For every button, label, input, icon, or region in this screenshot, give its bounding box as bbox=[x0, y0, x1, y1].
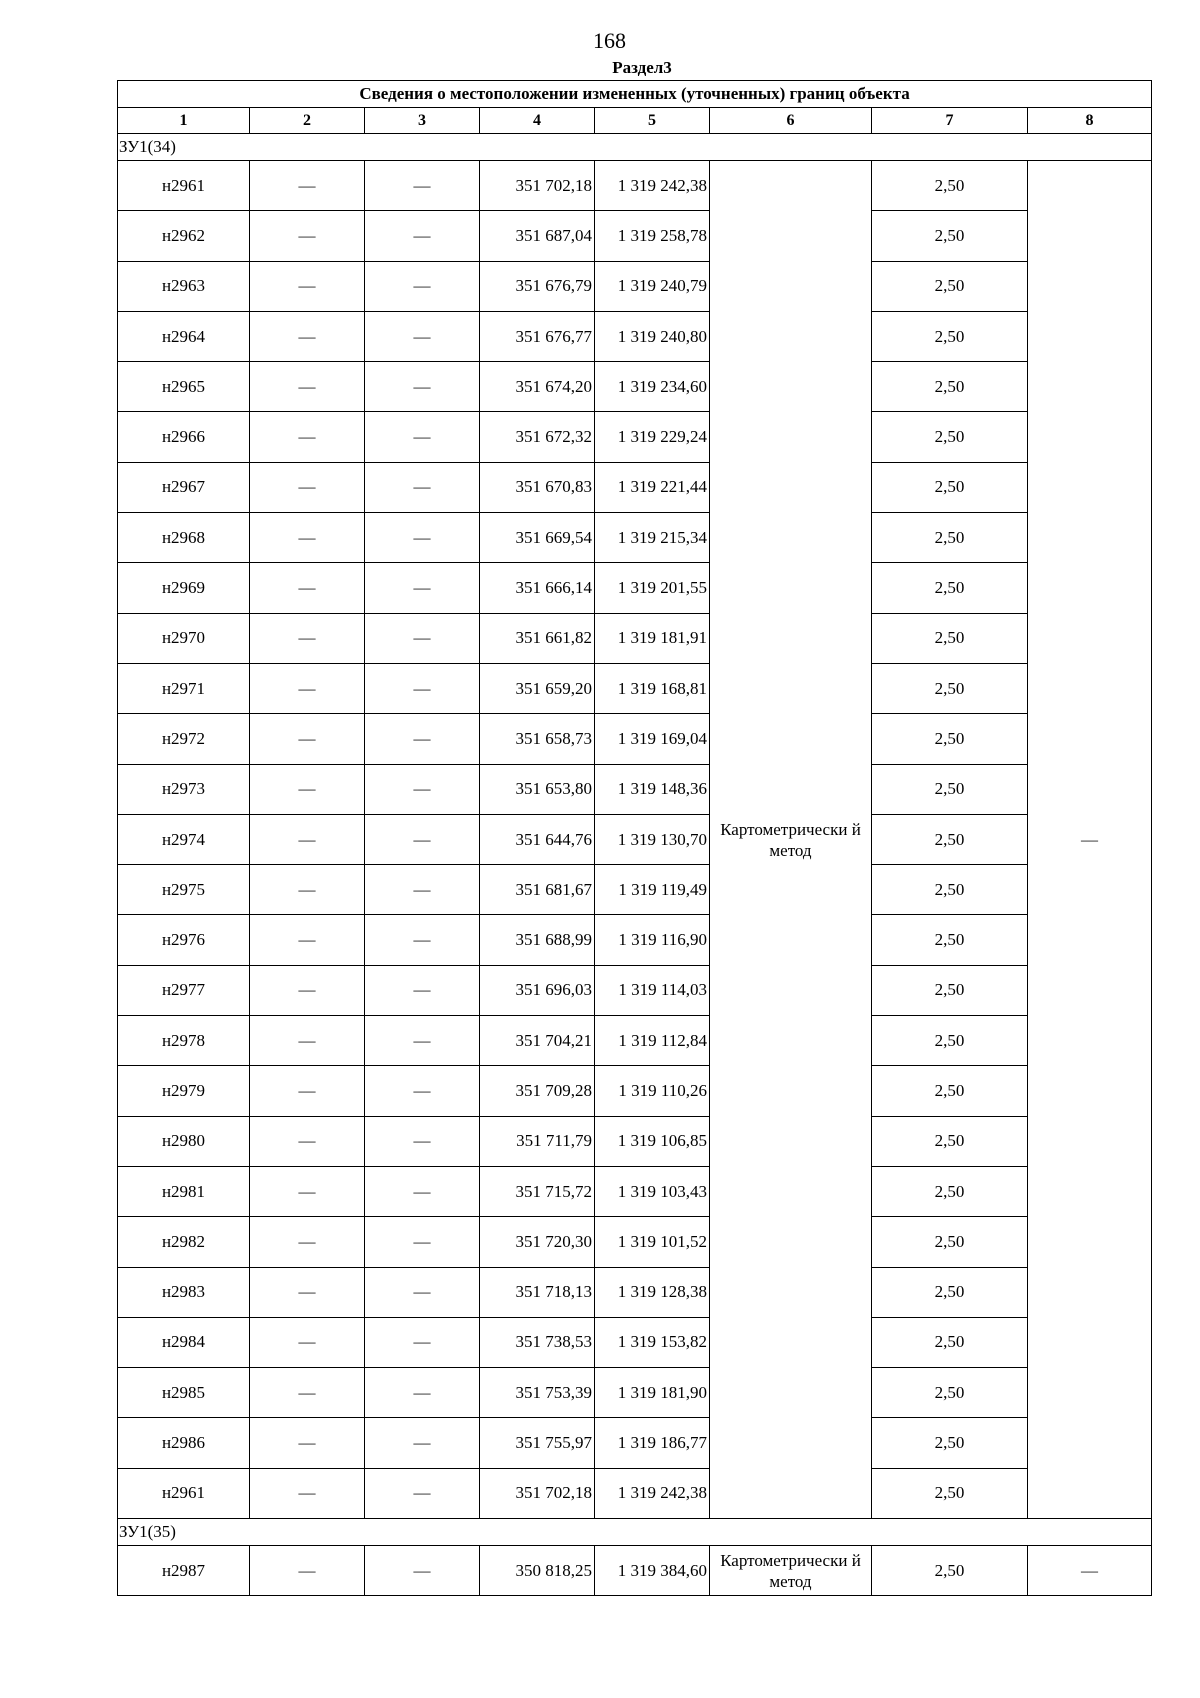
column-header: 2 bbox=[250, 108, 365, 134]
x-coordinate-cell: 351 688,99 bbox=[480, 915, 595, 965]
column-header: 4 bbox=[480, 108, 595, 134]
group-label: ЗУ1(34) bbox=[118, 134, 1152, 161]
point-name-cell: н2969 bbox=[118, 563, 250, 613]
precision-cell: 2,50 bbox=[872, 865, 1028, 915]
group-row bbox=[118, 1519, 1152, 1546]
x-coordinate-cell: 351 676,77 bbox=[480, 311, 595, 361]
column-3-cell: — bbox=[365, 865, 480, 915]
column-3-cell: — bbox=[365, 161, 480, 211]
point-name-cell: н2982 bbox=[118, 1217, 250, 1267]
point-name-cell: н2976 bbox=[118, 915, 250, 965]
y-coordinate-cell: 1 319 240,80 bbox=[595, 311, 710, 361]
column-3-cell: — bbox=[365, 1468, 480, 1518]
point-name-cell: н2974 bbox=[118, 814, 250, 864]
table-row bbox=[118, 1016, 1152, 1066]
y-coordinate-cell: 1 319 116,90 bbox=[595, 915, 710, 965]
x-coordinate-cell: 351 661,82 bbox=[480, 613, 595, 663]
point-name-cell: н2983 bbox=[118, 1267, 250, 1317]
precision-cell: 2,50 bbox=[872, 915, 1028, 965]
point-name-cell: н2970 bbox=[118, 613, 250, 663]
table-row bbox=[118, 311, 1152, 361]
point-name-cell: н2981 bbox=[118, 1166, 250, 1216]
table-row bbox=[118, 362, 1152, 412]
column-2-cell: — bbox=[250, 1317, 365, 1367]
column-3-cell: — bbox=[365, 613, 480, 663]
column-2-cell: — bbox=[250, 261, 365, 311]
x-coordinate-cell: 351 676,79 bbox=[480, 261, 595, 311]
column-3-cell: — bbox=[365, 1368, 480, 1418]
column-3-cell: — bbox=[365, 211, 480, 261]
point-name-cell: н2973 bbox=[118, 764, 250, 814]
precision-cell: 2,50 bbox=[872, 1368, 1028, 1418]
point-name-cell: н2964 bbox=[118, 311, 250, 361]
precision-cell: 2,50 bbox=[872, 1317, 1028, 1367]
column-3-cell: — bbox=[365, 814, 480, 864]
precision-cell: 2,50 bbox=[872, 311, 1028, 361]
table-row bbox=[118, 563, 1152, 613]
point-name-cell: н2980 bbox=[118, 1116, 250, 1166]
x-coordinate-cell: 351 696,03 bbox=[480, 965, 595, 1015]
table-row bbox=[118, 764, 1152, 814]
precision-cell: 2,50 bbox=[872, 613, 1028, 663]
table-title-row bbox=[118, 81, 1152, 108]
table-row bbox=[118, 814, 1152, 864]
point-name-cell: н2979 bbox=[118, 1066, 250, 1116]
column-2-cell: — bbox=[250, 1016, 365, 1066]
precision-cell: 2,50 bbox=[872, 412, 1028, 462]
column-2-cell: — bbox=[250, 865, 365, 915]
table-body bbox=[118, 81, 1152, 1596]
precision-cell: 2,50 bbox=[872, 1217, 1028, 1267]
point-name-cell: н2985 bbox=[118, 1368, 250, 1418]
column-3-cell: — bbox=[365, 1546, 480, 1596]
x-coordinate-cell: 351 702,18 bbox=[480, 1468, 595, 1518]
precision-cell: 2,50 bbox=[872, 1066, 1028, 1116]
column-2-cell: — bbox=[250, 1116, 365, 1166]
table-row bbox=[118, 1116, 1152, 1166]
precision-cell: 2,50 bbox=[872, 814, 1028, 864]
point-name-cell: н2987 bbox=[118, 1546, 250, 1596]
section-title: Раздел3 bbox=[612, 58, 672, 77]
column-2-cell: — bbox=[250, 915, 365, 965]
column-2-cell: — bbox=[250, 211, 365, 261]
column-2-cell: — bbox=[250, 1546, 365, 1596]
precision-cell: 2,50 bbox=[872, 513, 1028, 563]
x-coordinate-cell: 351 715,72 bbox=[480, 1166, 595, 1216]
table-row bbox=[118, 915, 1152, 965]
y-coordinate-cell: 1 319 103,43 bbox=[595, 1166, 710, 1216]
y-coordinate-cell: 1 319 153,82 bbox=[595, 1317, 710, 1367]
table-row bbox=[118, 1217, 1152, 1267]
x-coordinate-cell: 351 711,79 bbox=[480, 1116, 595, 1166]
point-name-cell: н2986 bbox=[118, 1418, 250, 1468]
x-coordinate-cell: 351 755,97 bbox=[480, 1418, 595, 1468]
page-number: 168 bbox=[593, 28, 626, 53]
column-2-cell: — bbox=[250, 613, 365, 663]
table-row bbox=[118, 161, 1152, 211]
precision-cell: 2,50 bbox=[872, 1267, 1028, 1317]
y-coordinate-cell: 1 319 242,38 bbox=[595, 161, 710, 211]
method-text: Картометрически й метод bbox=[720, 819, 861, 860]
point-name-cell: н2984 bbox=[118, 1317, 250, 1367]
y-coordinate-cell: 1 319 110,26 bbox=[595, 1066, 710, 1116]
column-3-cell: — bbox=[365, 965, 480, 1015]
precision-cell: 2,50 bbox=[872, 714, 1028, 764]
column-2-cell: — bbox=[250, 1468, 365, 1518]
column-3-cell: — bbox=[365, 462, 480, 512]
y-coordinate-cell: 1 319 101,52 bbox=[595, 1217, 710, 1267]
table-row bbox=[118, 1166, 1152, 1216]
column-header: 5 bbox=[595, 108, 710, 134]
point-name-cell: н2961 bbox=[118, 1468, 250, 1518]
table-row bbox=[118, 663, 1152, 713]
table-row bbox=[118, 1418, 1152, 1468]
table-row bbox=[118, 513, 1152, 563]
column-2-cell: — bbox=[250, 462, 365, 512]
column-2-cell: — bbox=[250, 362, 365, 412]
y-coordinate-cell: 1 319 106,85 bbox=[595, 1116, 710, 1166]
table-row bbox=[118, 965, 1152, 1015]
y-coordinate-cell: 1 319 201,55 bbox=[595, 563, 710, 613]
point-name-cell: н2975 bbox=[118, 865, 250, 915]
y-coordinate-cell: 1 319 112,84 bbox=[595, 1016, 710, 1066]
column-3-cell: — bbox=[365, 915, 480, 965]
y-coordinate-cell: 1 319 221,44 bbox=[595, 462, 710, 512]
point-name-cell: н2977 bbox=[118, 965, 250, 1015]
column-2-cell: — bbox=[250, 1418, 365, 1468]
point-name-cell: н2963 bbox=[118, 261, 250, 311]
column-3-cell: — bbox=[365, 412, 480, 462]
x-coordinate-cell: 351 720,30 bbox=[480, 1217, 595, 1267]
table-row bbox=[118, 1267, 1152, 1317]
precision-cell: 2,50 bbox=[872, 663, 1028, 713]
point-name-cell: н2967 bbox=[118, 462, 250, 512]
point-name-cell: н2966 bbox=[118, 412, 250, 462]
column-2-cell: — bbox=[250, 663, 365, 713]
y-coordinate-cell: 1 319 169,04 bbox=[595, 714, 710, 764]
column-3-cell: — bbox=[365, 1267, 480, 1317]
point-name-cell: н2971 bbox=[118, 663, 250, 713]
y-coordinate-cell: 1 319 181,91 bbox=[595, 613, 710, 663]
y-coordinate-cell: 1 319 229,24 bbox=[595, 412, 710, 462]
column-2-cell: — bbox=[250, 1166, 365, 1216]
column-3-cell: — bbox=[365, 1418, 480, 1468]
column-3-cell: — bbox=[365, 261, 480, 311]
column-header: 6 bbox=[710, 108, 872, 134]
table-row bbox=[118, 211, 1152, 261]
y-coordinate-cell: 1 319 114,03 bbox=[595, 965, 710, 1015]
precision-cell: 2,50 bbox=[872, 1016, 1028, 1066]
y-coordinate-cell: 1 319 186,77 bbox=[595, 1418, 710, 1468]
point-name-cell: н2961 bbox=[118, 161, 250, 211]
y-coordinate-cell: 1 319 240,79 bbox=[595, 261, 710, 311]
x-coordinate-cell: 351 672,32 bbox=[480, 412, 595, 462]
x-coordinate-cell: 351 669,54 bbox=[480, 513, 595, 563]
table-row bbox=[118, 462, 1152, 512]
x-coordinate-cell: 351 644,76 bbox=[480, 814, 595, 864]
x-coordinate-cell: 350 818,25 bbox=[480, 1546, 595, 1596]
y-coordinate-cell: 1 319 258,78 bbox=[595, 211, 710, 261]
column-3-cell: — bbox=[365, 1217, 480, 1267]
boundary-table bbox=[117, 80, 1152, 1596]
table-row bbox=[118, 865, 1152, 915]
x-coordinate-cell: 351 709,28 bbox=[480, 1066, 595, 1116]
column-header: 7 bbox=[872, 108, 1028, 134]
column-2-cell: — bbox=[250, 714, 365, 764]
column-3-cell: — bbox=[365, 311, 480, 361]
column-2-cell: — bbox=[250, 764, 365, 814]
y-coordinate-cell: 1 319 168,81 bbox=[595, 663, 710, 713]
column-8-cell: — bbox=[1028, 161, 1152, 1519]
y-coordinate-cell: 1 319 128,38 bbox=[595, 1267, 710, 1317]
column-3-cell: — bbox=[365, 1116, 480, 1166]
precision-cell: 2,50 bbox=[872, 211, 1028, 261]
column-3-cell: — bbox=[365, 663, 480, 713]
column-2-cell: — bbox=[250, 311, 365, 361]
table-row bbox=[118, 1468, 1152, 1518]
column-2-cell: — bbox=[250, 563, 365, 613]
table-row bbox=[118, 261, 1152, 311]
y-coordinate-cell: 1 319 181,90 bbox=[595, 1368, 710, 1418]
column-3-cell: — bbox=[365, 1166, 480, 1216]
method-cell bbox=[710, 161, 872, 1519]
column-2-cell: — bbox=[250, 1267, 365, 1317]
y-coordinate-cell: 1 319 119,49 bbox=[595, 865, 710, 915]
column-2-cell: — bbox=[250, 814, 365, 864]
column-2-cell: — bbox=[250, 412, 365, 462]
column-3-cell: — bbox=[365, 513, 480, 563]
precision-cell: 2,50 bbox=[872, 1546, 1028, 1596]
x-coordinate-cell: 351 702,18 bbox=[480, 161, 595, 211]
x-coordinate-cell: 351 666,14 bbox=[480, 563, 595, 613]
group-label: ЗУ1(35) bbox=[118, 1519, 1152, 1546]
table-row bbox=[118, 1317, 1152, 1367]
column-2-cell: — bbox=[250, 1368, 365, 1418]
point-name-cell: н2972 bbox=[118, 714, 250, 764]
column-header: 8 bbox=[1028, 108, 1152, 134]
x-coordinate-cell: 351 718,13 bbox=[480, 1267, 595, 1317]
x-coordinate-cell: 351 753,39 bbox=[480, 1368, 595, 1418]
x-coordinate-cell: 351 687,04 bbox=[480, 211, 595, 261]
column-2-cell: — bbox=[250, 161, 365, 211]
point-name-cell: н2962 bbox=[118, 211, 250, 261]
point-name-cell: н2965 bbox=[118, 362, 250, 412]
x-coordinate-cell: 351 658,73 bbox=[480, 714, 595, 764]
group-row bbox=[118, 134, 1152, 161]
point-name-cell: н2968 bbox=[118, 513, 250, 563]
y-coordinate-cell: 1 319 130,70 bbox=[595, 814, 710, 864]
precision-cell: 2,50 bbox=[872, 1166, 1028, 1216]
column-8-cell: — bbox=[1028, 1546, 1152, 1596]
column-header: 3 bbox=[365, 108, 480, 134]
y-coordinate-cell: 1 319 148,36 bbox=[595, 764, 710, 814]
column-2-cell: — bbox=[250, 965, 365, 1015]
table-row bbox=[118, 412, 1152, 462]
method-text: Картометрически й метод bbox=[720, 1550, 861, 1591]
table-row bbox=[118, 1066, 1152, 1116]
precision-cell: 2,50 bbox=[872, 965, 1028, 1015]
column-2-cell: — bbox=[250, 1217, 365, 1267]
table-row bbox=[118, 714, 1152, 764]
precision-cell: 2,50 bbox=[872, 1418, 1028, 1468]
column-3-cell: — bbox=[365, 1317, 480, 1367]
point-name-cell: н2978 bbox=[118, 1016, 250, 1066]
x-coordinate-cell: 351 704,21 bbox=[480, 1016, 595, 1066]
y-coordinate-cell: 1 319 384,60 bbox=[595, 1546, 710, 1596]
column-3-cell: — bbox=[365, 1016, 480, 1066]
x-coordinate-cell: 351 674,20 bbox=[480, 362, 595, 412]
x-coordinate-cell: 351 653,80 bbox=[480, 764, 595, 814]
table-row bbox=[118, 1546, 1152, 1596]
column-3-cell: — bbox=[365, 563, 480, 613]
y-coordinate-cell: 1 319 234,60 bbox=[595, 362, 710, 412]
table-title: Сведения о местоположении измененных (уточненных) границ объекта bbox=[118, 81, 1152, 108]
x-coordinate-cell: 351 738,53 bbox=[480, 1317, 595, 1367]
column-3-cell: — bbox=[365, 714, 480, 764]
column-3-cell: — bbox=[365, 362, 480, 412]
table-row bbox=[118, 1368, 1152, 1418]
precision-cell: 2,50 bbox=[872, 1116, 1028, 1166]
y-coordinate-cell: 1 319 215,34 bbox=[595, 513, 710, 563]
y-coordinate-cell: 1 319 242,38 bbox=[595, 1468, 710, 1518]
precision-cell: 2,50 bbox=[872, 462, 1028, 512]
column-2-cell: — bbox=[250, 513, 365, 563]
precision-cell: 2,50 bbox=[872, 261, 1028, 311]
column-header: 1 bbox=[118, 108, 250, 134]
column-3-cell: — bbox=[365, 764, 480, 814]
column-header-row bbox=[118, 108, 1152, 134]
column-2-cell: — bbox=[250, 1066, 365, 1116]
x-coordinate-cell: 351 670,83 bbox=[480, 462, 595, 512]
precision-cell: 2,50 bbox=[872, 764, 1028, 814]
precision-cell: 2,50 bbox=[872, 161, 1028, 211]
method-cell bbox=[710, 1546, 872, 1596]
precision-cell: 2,50 bbox=[872, 1468, 1028, 1518]
precision-cell: 2,50 bbox=[872, 563, 1028, 613]
table-row bbox=[118, 613, 1152, 663]
x-coordinate-cell: 351 681,67 bbox=[480, 865, 595, 915]
x-coordinate-cell: 351 659,20 bbox=[480, 663, 595, 713]
precision-cell: 2,50 bbox=[872, 362, 1028, 412]
column-3-cell: — bbox=[365, 1066, 480, 1116]
